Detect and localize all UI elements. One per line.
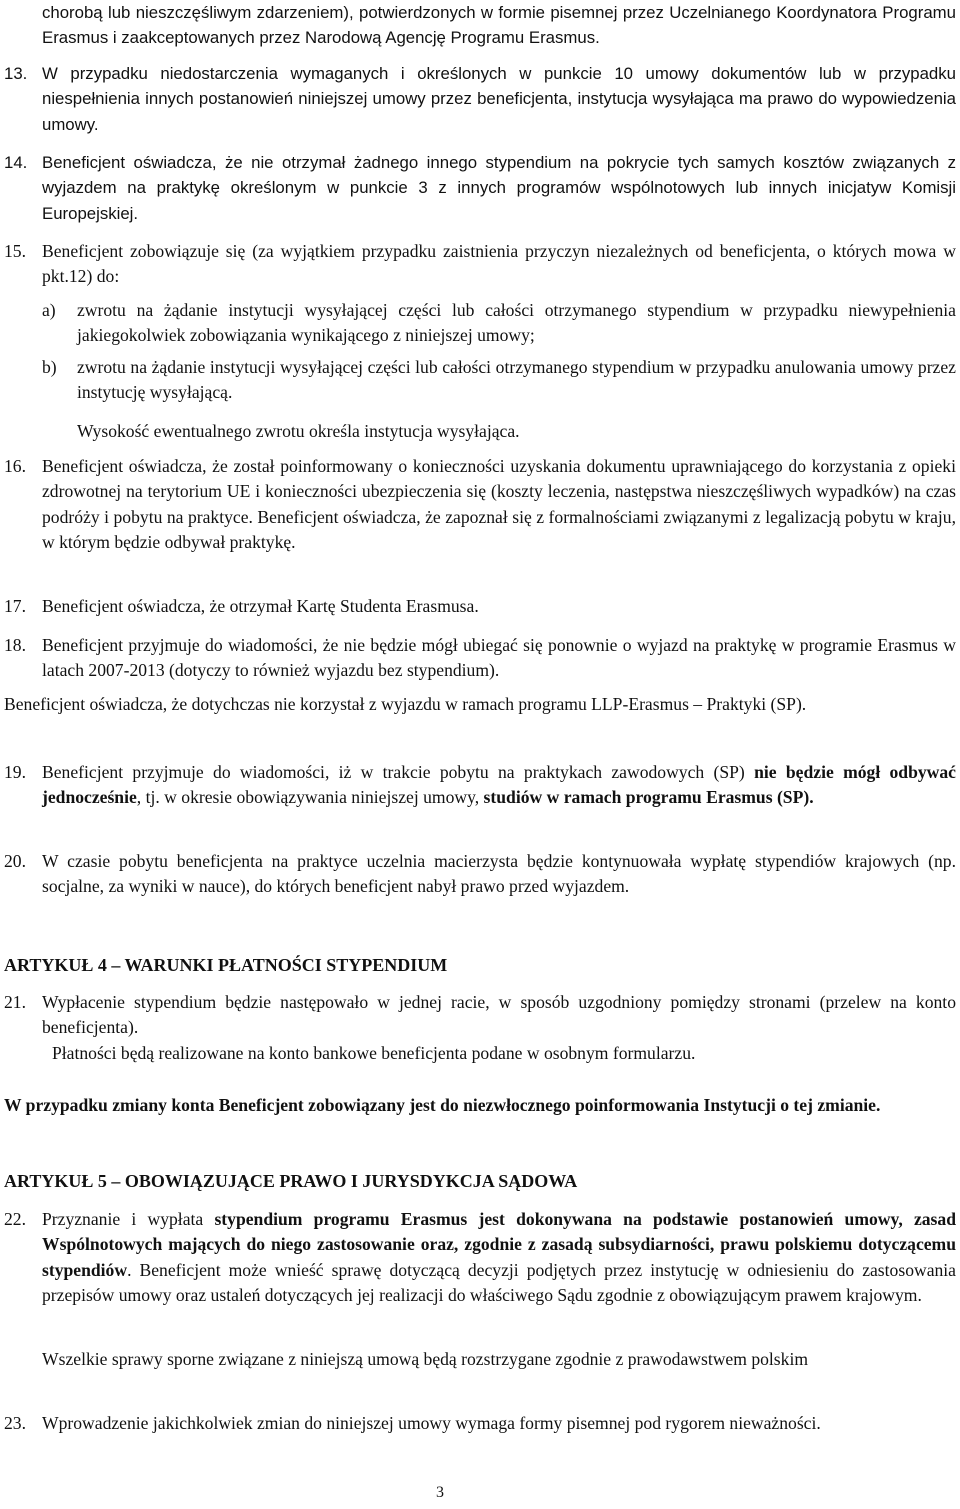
paragraph-21-number: 21.	[4, 992, 26, 1012]
paragraph-22-bold: stypendium programu Erasmus jest dokonywana na podstawie postanowień umowy, zasad Wspólnotowych mających do niego zastosowanie oraz, zgodnie z zasadą subsydiarności, prawu polskiemu dotyczącemu stypendiów	[42, 1209, 956, 1280]
paragraph-20	[0, 849, 960, 900]
account-change-notice-text: W przypadku zmiany konta Beneficjent zobowiązany jest do niezwłocznego poinformowania Instytucji o tej zmianie.	[4, 1095, 881, 1115]
item-b-letter: b)	[42, 357, 57, 377]
article-5-heading-block	[0, 1168, 960, 1194]
article-4-heading: ARTYKUŁ 4 – WARUNKI PŁATNOŚCI STYPENDIUM	[4, 955, 448, 975]
paragraph-15-number: 15.	[4, 241, 26, 261]
paragraph-18-number: 18.	[4, 635, 26, 655]
paragraph-19-text-2: , tj. w okresie obowiązywania niniejszej umowy,	[136, 787, 480, 808]
paragraph-15-note	[0, 419, 960, 444]
paragraph-21-payments: Płatności będą realizowane na konto bankowe beneficjenta podane w osobnym formularzu.	[52, 1043, 696, 1063]
item-a-letter: a)	[42, 300, 56, 320]
paragraph-17-number: 17.	[4, 596, 26, 616]
paragraph-14	[0, 150, 960, 226]
paragraph-23	[0, 1411, 960, 1436]
paragraph-17	[0, 594, 960, 619]
intro-text: chorobą lub nieszczęśliwym zdarzeniem), potwierdzonych w formie pisemnej przez Uczelnianego Koordynatora Programu Erasmus i zaakceptowanych przez Narodową Agencję Programu Erasmus.	[42, 3, 956, 48]
intro-paragraph	[0, 0, 960, 51]
refund-note: Wysokość ewentualnego zwrotu określa instytucja wysyłająca.	[77, 421, 520, 441]
paragraph-17-text: Beneficjent oświadcza, że otrzymał Kartę Studenta Erasmusa.	[42, 596, 479, 616]
paragraph-14-text: Beneficjent oświadcza, że nie otrzymał żadnego innego stypendium na pokrycie tych samych kosztów związanych z wyjazdem na praktykę określonym w punkcie 3 z innych programów wspólnotowych lub innych inicjatyw Komisji Europejskiej.	[42, 153, 956, 223]
paragraph-16	[0, 454, 960, 556]
article-4-heading-block	[0, 952, 960, 978]
paragraph-19-bold-2: studiów w ramach programu Erasmus (SP).	[483, 787, 814, 808]
paragraph-19-text-1: Beneficjent przyjmuje do wiadomości, iż w trakcie pobytu na praktykach zawodowych (SP)	[42, 762, 745, 782]
paragraph-16-text: Beneficjent oświadcza, że został poinformowany o konieczności uzyskania dokumentu uprawniającego do korzystania z opieki zdrowotnej na terytorium UE i konieczności ubezpieczenia się (koszty leczenia, następstwa nieszczęśliwych wypadków) na czas podróży i pobytu na praktyce. Beneficjent oświadcza, że zapoznał się z formalnościami związanymi z legalizacją pobytu w kraju, w którym będzie odbywał praktykę.	[42, 456, 956, 553]
item-b-text: zwrotu na żądanie instytucji wysyłającej części lub całości otrzymanego stypendium w przypadku anulowania umowy przez instytucję wysyłającą.	[77, 357, 956, 403]
paragraph-23-text: Wprowadzenie jakichkolwiek zmian do niniejszej umowy wymaga formy pisemnej pod rygorem nieważności.	[42, 1413, 821, 1433]
paragraph-22-text-1: Przyznanie i wypłata	[42, 1209, 204, 1229]
paragraph-18-declaration: Beneficjent oświadcza, że dotychczas nie korzystał z wyjazdu w ramach programu LLP-Erasmus – Praktyki (SP).	[4, 694, 807, 714]
account-change-notice	[0, 1093, 960, 1118]
paragraph-18	[0, 633, 960, 684]
paragraph-22-extra	[0, 1347, 960, 1372]
paragraph-21	[0, 990, 960, 1041]
paragraph-22	[0, 1207, 960, 1309]
paragraph-19-bold-1: nie będzie mógł odbywać jednocześnie	[42, 762, 956, 808]
paragraph-21-text: Wypłacenie stypendium będzie następowało w jednej racie, w sposób uzgodniony pomiędzy stronami (przelew na konto beneficjenta).	[42, 992, 956, 1038]
paragraph-13-number: 13.	[4, 64, 28, 83]
paragraph-13	[0, 61, 960, 137]
item-a-text: zwrotu na żądanie instytucji wysyłającej części lub całości otrzymanego stypendium w przypadku niewypełnienia jakiegokolwiek zobowiązania wynikającego z niniejszej umowy;	[77, 300, 956, 346]
page-number: 3	[436, 1484, 444, 1501]
paragraph-15-item-b	[0, 355, 960, 406]
paragraph-22-disputes: Wszelkie sprawy sporne związane z niniejszą umową będą rozstrzygane zgodnie z prawodawstwem polskim	[42, 1349, 809, 1369]
paragraph-15-item-a	[0, 298, 960, 349]
paragraph-15-text: Beneficjent zobowiązuje się (za wyjątkiem przypadku zaistnienia przyczyn niezależnych od beneficjenta, o których mowa w pkt.12) do:	[42, 241, 956, 287]
paragraph-22-number: 22.	[4, 1209, 26, 1229]
paragraph-18-text: Beneficjent przyjmuje do wiadomości, że nie będzie mógł ubiegać się ponownie o wyjazd na praktykę w programie Erasmus w latach 2007-2013 (dotyczy to również wyjazdu bez stypendium).	[42, 635, 956, 681]
paragraph-21-extra	[0, 1041, 960, 1066]
paragraph-18-extra	[0, 692, 960, 717]
paragraph-22-text-2: . Beneficjent może wnieść sprawę dotyczącą decyzji podjętych przez instytucję w odniesieniu do zastosowania przepisów umowy oraz ustaleń dotyczących jej realizacji do właściwego Sądu zgodnie z obowiązującym prawem krajowym.	[42, 1259, 956, 1306]
paragraph-15	[0, 239, 960, 290]
paragraph-23-number: 23.	[4, 1413, 26, 1433]
paragraph-14-number: 14.	[4, 153, 28, 172]
paragraph-16-number: 16.	[4, 456, 26, 476]
paragraph-19-number: 19.	[4, 762, 26, 782]
paragraph-13-text: W przypadku niedostarczenia wymaganych i określonych w punkcie 10 umowy dokumentów lub w przypadku niespełnienia innych postanowień niniejszej umowy przez beneficjenta, instytucja wysyłająca ma prawo do wypowiedzenia umowy.	[42, 64, 956, 134]
article-5-heading: ARTYKUŁ 5 – OBOWIĄZUJĄCE PRAWO I JURYSDYKCJA SĄDOWA	[4, 1171, 578, 1191]
paragraph-20-number: 20.	[4, 851, 26, 871]
paragraph-20-text: W czasie pobytu beneficjenta na praktyce uczelnia macierzysta będzie kontynuowała wypłatę stypendiów krajowych (np. socjalne, za wyniki w nauce), do których beneficjent nabył prawo przed wyjazdem.	[42, 851, 956, 897]
paragraph-19	[0, 760, 960, 811]
